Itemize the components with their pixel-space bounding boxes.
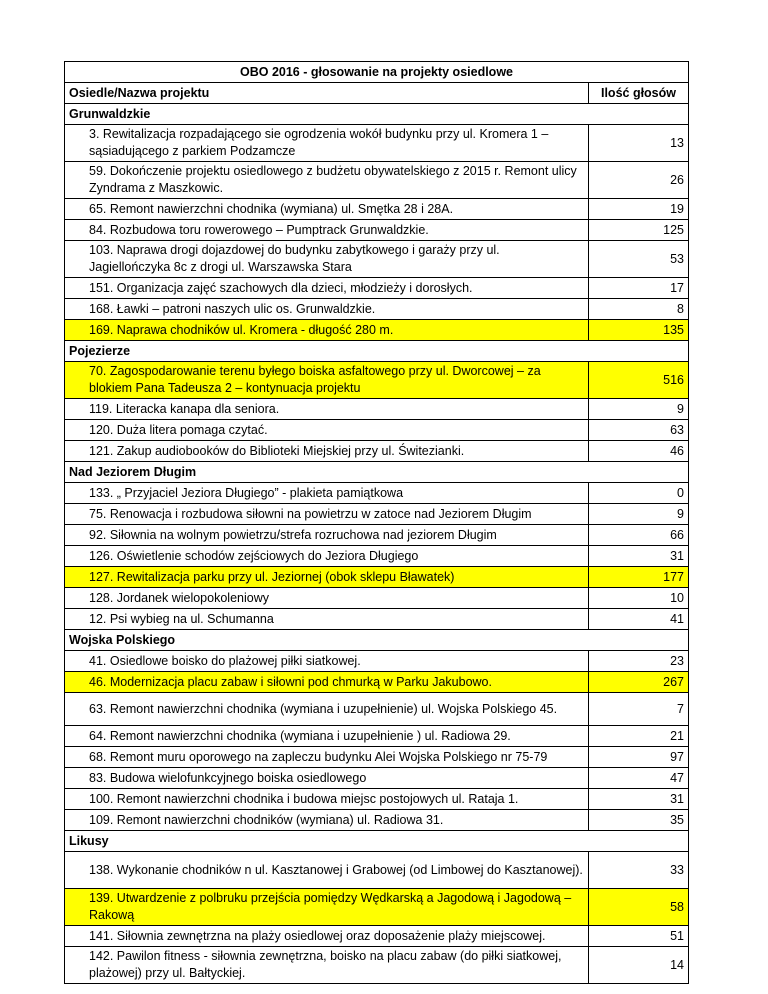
project-row	[65, 199, 689, 220]
project-votes: 63	[589, 420, 689, 441]
project-votes: 125	[589, 220, 689, 241]
project-name: 59. Dokończenie projektu osiedlowego z budżetu obywatelskiego z 2015 r. Remont ulicy Zyndrama z Maszkowic.	[65, 162, 589, 199]
project-name: 3. Rewitalizacja rozpadającego sie ogrodzenia wokół budynku przy ul. Kromera 1 – sąsiadującego z parkiem Podzamcze	[65, 125, 589, 162]
project-name: 168. Ławki – patroni naszych ulic os. Grunwaldzkie.	[65, 299, 589, 320]
project-votes: 35	[589, 810, 689, 831]
project-votes: 516	[589, 362, 689, 399]
project-votes: 14	[589, 947, 689, 984]
project-votes: 13	[589, 125, 689, 162]
project-votes: 58	[589, 889, 689, 926]
project-row	[65, 588, 689, 609]
project-row	[65, 651, 689, 672]
project-row-highlighted	[65, 567, 689, 588]
project-votes: 23	[589, 651, 689, 672]
project-votes: 33	[589, 852, 689, 889]
table-title-row	[65, 62, 689, 83]
project-name: 92. Siłownia na wolnym powietrzu/strefa rozruchowa nad jeziorem Długim	[65, 525, 589, 546]
project-name: 12. Psi wybieg na ul. Schumanna	[65, 609, 589, 630]
project-name: 127. Rewitalizacja parku przy ul. Jeziornej (obok sklepu Bławatek)	[65, 567, 589, 588]
project-row	[65, 441, 689, 462]
project-name: 121. Zakup audiobooków do Biblioteki Miejskiej przy ul. Świtezianki.	[65, 441, 589, 462]
project-name: 142. Pawilon fitness - siłownia zewnętrzna, boisko na placu zabaw (do piłki siatkowej, plażowej) przy ul. Bałtyckiej.	[65, 947, 589, 984]
project-votes: 41	[589, 609, 689, 630]
project-name: 41. Osiedlowe boisko do plażowej piłki siatkowej.	[65, 651, 589, 672]
project-name: 84. Rozbudowa toru rowerowego – Pumptrack Grunwaldzkie.	[65, 220, 589, 241]
project-row	[65, 852, 689, 889]
project-name: 151. Organizacja zajęć szachowych dla dzieci, młodzieży i dorosłych.	[65, 278, 589, 299]
project-votes: 53	[589, 241, 689, 278]
project-votes: 19	[589, 199, 689, 220]
project-row	[65, 789, 689, 810]
group-row	[65, 104, 689, 125]
group-row	[65, 831, 689, 852]
project-row	[65, 278, 689, 299]
project-row-highlighted	[65, 320, 689, 341]
project-name: 103. Naprawa drogi dojazdowej do budynku zabytkowego i garaży przy ul. Jagiellończyka 8c z drogi ul. Warszawska Stara	[65, 241, 589, 278]
project-name: 63. Remont nawierzchni chodnika (wymiana i uzupełnienie) ul. Wojska Polskiego 45.	[65, 693, 589, 726]
group-row	[65, 630, 689, 651]
project-name: 138. Wykonanie chodników n ul. Kasztanowej i Grabowej (od Limbowej do Kasztanowej).	[65, 852, 589, 889]
project-row	[65, 926, 689, 947]
group-row	[65, 341, 689, 362]
project-name: 68. Remont muru oporowego na zapleczu budynku Alei Wojska Polskiego nr 75-79	[65, 747, 589, 768]
project-name: 83. Budowa wielofunkcyjnego boiska osiedlowego	[65, 768, 589, 789]
project-row	[65, 220, 689, 241]
project-row	[65, 546, 689, 567]
project-row	[65, 504, 689, 525]
project-row	[65, 399, 689, 420]
project-name: 64. Remont nawierzchni chodnika (wymiana i uzupełnienie ) ul. Radiowa 29.	[65, 726, 589, 747]
project-name: 46. Modernizacja placu zabaw i siłowni pod chmurką w Parku Jakubowo.	[65, 672, 589, 693]
project-name: 128. Jordanek wielopokoleniowy	[65, 588, 589, 609]
group-name: Wojska Polskiego	[65, 630, 689, 651]
project-votes: 46	[589, 441, 689, 462]
project-row	[65, 947, 689, 984]
project-votes: 51	[589, 926, 689, 947]
project-row	[65, 241, 689, 278]
project-votes: 97	[589, 747, 689, 768]
project-name: 126. Oświetlenie schodów zejściowych do Jeziora Długiego	[65, 546, 589, 567]
project-row	[65, 525, 689, 546]
project-name: 109. Remont nawierzchni chodników (wymiana) ul. Radiowa 31.	[65, 810, 589, 831]
project-name: 141. Siłownia zewnętrzna na plaży osiedlowej oraz doposażenie plaży miejscowej.	[65, 926, 589, 947]
project-votes: 177	[589, 567, 689, 588]
project-votes: 31	[589, 789, 689, 810]
project-votes: 66	[589, 525, 689, 546]
project-name: 75. Renowacja i rozbudowa siłowni na powietrzu w zatoce nad Jeziorem Długim	[65, 504, 589, 525]
project-votes: 267	[589, 672, 689, 693]
project-votes: 8	[589, 299, 689, 320]
project-name: 120. Duża litera pomaga czytać.	[65, 420, 589, 441]
project-row	[65, 768, 689, 789]
project-votes: 9	[589, 399, 689, 420]
project-row	[65, 609, 689, 630]
project-votes: 10	[589, 588, 689, 609]
project-votes: 31	[589, 546, 689, 567]
project-votes: 17	[589, 278, 689, 299]
project-name: 133. „ Przyjaciel Jeziora Długiego” - plakieta pamiątkowa	[65, 483, 589, 504]
project-row-highlighted	[65, 889, 689, 926]
header-votes: Ilość głosów	[589, 83, 689, 104]
project-votes: 21	[589, 726, 689, 747]
project-row-highlighted	[65, 672, 689, 693]
project-name: 70. Zagospodarowanie terenu byłego boiska asfaltowego przy ul. Dworcowej – za blokiem Pana Tadeusza 2 – kontynuacja projektu	[65, 362, 589, 399]
project-votes: 0	[589, 483, 689, 504]
project-name: 169. Naprawa chodników ul. Kromera - długość 280 m.	[65, 320, 589, 341]
project-name: 119. Literacka kanapa dla seniora.	[65, 399, 589, 420]
project-votes: 26	[589, 162, 689, 199]
table-title: OBO 2016 - głosowanie na projekty osiedlowe	[65, 62, 689, 83]
project-votes: 9	[589, 504, 689, 525]
group-name: Pojezierze	[65, 341, 689, 362]
group-row	[65, 462, 689, 483]
project-row	[65, 162, 689, 199]
project-name: 100. Remont nawierzchni chodnika i budowa miejsc postojowych ul. Rataja 1.	[65, 789, 589, 810]
project-name: 65. Remont nawierzchni chodnika (wymiana) ul. Smętka 28 i 28A.	[65, 199, 589, 220]
project-row	[65, 125, 689, 162]
project-row	[65, 693, 689, 726]
group-name: Nad Jeziorem Długim	[65, 462, 689, 483]
project-row	[65, 299, 689, 320]
project-row	[65, 420, 689, 441]
project-votes: 7	[589, 693, 689, 726]
project-votes: 135	[589, 320, 689, 341]
project-row	[65, 726, 689, 747]
header-name: Osiedle/Nazwa projektu	[65, 83, 589, 104]
project-row-highlighted	[65, 362, 689, 399]
group-name: Likusy	[65, 831, 689, 852]
project-name: 139. Utwardzenie z polbruku przejścia pomiędzy Wędkarską a Jagodową i Jagodową – Rakową	[65, 889, 589, 926]
header-row	[65, 83, 689, 104]
project-row	[65, 747, 689, 768]
project-row	[65, 483, 689, 504]
project-votes: 47	[589, 768, 689, 789]
project-row	[65, 810, 689, 831]
votes-table	[64, 61, 689, 984]
group-name: Grunwaldzkie	[65, 104, 689, 125]
